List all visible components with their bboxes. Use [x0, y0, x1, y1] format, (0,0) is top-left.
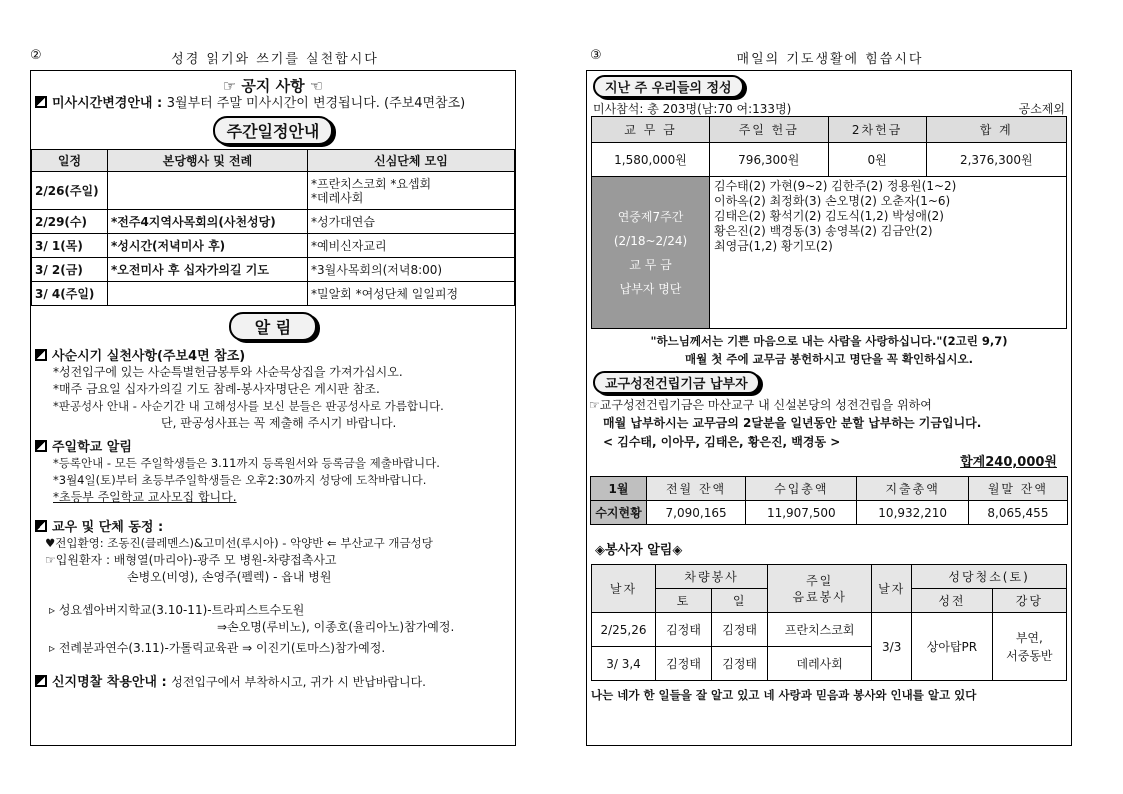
offering-table: 교 무 금 주일 헌금 2차헌금 합 계 1,580,000원 796,300원 0원 2,376,300원 연중제7주간 (2/18~2/24) 교 무 금 납부자 명단 김수태(2) 가현(9~2) 김한주(2) 정용원(1~2) 이하옥(2) 최정화(3) 손오명(2) 오춘자(1~6) 김태은(2) 황석기(2) 김도식(1,2) 박성애(2) 황은진(2) 백경동(3) 송영복(2) 김금안(2) 최영금(1,2) 황기모(2) [591, 116, 1067, 329]
week-label: 연중제7주간 (2/18~2/24) 교 무 금 납부자 명단 [592, 177, 710, 329]
footer-verse: 나는 네가 한 일들을 잘 알고 있고 네 사랑과 믿음과 봉사와 인내를 알고 있다 [591, 688, 977, 702]
weekly-schedule-title: 주간일정안내 [213, 116, 334, 145]
col-event: 본당행사 및 전례 [108, 150, 308, 172]
offering-title: 지난 주 우리들의 정성 [593, 75, 744, 98]
lent-heading: 사순시기 실천사항(주보4면 참조) [31, 345, 515, 364]
fund-table: 1월 전월 잔액 수입총액 지출총액 월말 잔액 수지현황 7,090,165 11,907,500 10,932,210 8,065,455 [590, 476, 1068, 525]
building-title: 교구성전건립기금 납부자 [593, 371, 760, 394]
mass-time-text: 3월부터 주말 미사시간이 변경됩니다. (주보4면참조) [166, 96, 466, 111]
col-group: 신심단체 모임 [308, 150, 515, 172]
table-row: 2/29(수) *전주4지역사목회의(사천성당) *성가대연습 [32, 210, 515, 234]
attendance-line: 미사참석: 총 203명(남:70 여:133명) 공소제외 [593, 102, 1065, 116]
payer-names: 김수태(2) 가현(9~2) 김한주(2) 정용원(1~2) 이하옥(2) 최정화(3) 손오명(2) 오춘자(1~6) 김태은(2) 황석기(2) 김도식(1,2) 박성애(2) 황은진(2) 백경동(3) 송영복(2) 김금안(2) 최영금(1,2) 황기모(2) [710, 177, 1067, 329]
table-row: 3/ 4(주일) *밀알회 *여성단체 일일피정 [32, 282, 515, 306]
square-bullet-icon [35, 440, 47, 452]
left-panel: ☞ 공지 사항 ☜ 미사시간변경안내 : 3월부터 주말 미사시간이 변경됩니다. (주보4면참조) 주간일정안내 일정 본당행사 및 전례 신심단체 모임 2/26(주일) *프란치스코회 *요셉회 *데레사회 2/29(수) *전주4지역사목회의(사천성당) *성가대연습 3/ 1(목) *성시간(저녁미사 후) *예비신자교리 3/ 2(금) *오전미사 후 십자가의길 기도 *3월사목회의(저녁8:00) 3/ 4(주일) *밀알회 *여성단체 일일피정 알 림 사순시기 실천사항(주보4면 참조) *성전입구에 있는 사순특별헌금봉투와 사순묵상집을 가져가십시오. *매주 금요일 십자가의길 기도 참례-봉사자명단은 게시판 참조. *판공성사 안내 - 사순기간 내 고해성사를 보신 분들은 판공성사로 가름합니다. 단, 판공성사표는 꼭 제출해 주시기 바랍니다. 주일학교 알림 *등록안내 - 모든 주일학생들은 3.11까지 등록원서와 등록금을 제출바랍니다. *3월4일(토)부터 초등부주일학생들은 오후2:30까지 성당에 도착바랍니다. *초등부 주일학교 교사모집 합니다. 교우 및 단체 동정 : ♥전입환영: 조동진(클레멘스)&고미선(루시아) - 악양반 ⇐ 부산교구 개금성당 ☞입원환자 : 배형열(마리아)-광주 모 병원-차량접촉사고 손병오(비영), 손영주(펠렉) - 읍내 병원 ▹ 성요셉아버지학교(3.10-11)-트라피스트수도원 ⇒손오명(루비노), 이종호(율리아노)참가예정. ▹ 전례분과연수(3.11)-가톨릭교육관 ⇒ 이진기(토마스)참가예정. 신지명찰 착용안내 : 성전입구에서 부착하시고, 귀가 시 반납바랍니다. [30, 70, 516, 746]
notice-title: ☞ 공지 사항 ☜ [222, 77, 324, 95]
offering-quote: "하느님께서는 기쁜 마음으로 내는 사람을 사랑하십니다."(2고린 9,7) [650, 334, 1008, 348]
right-motto: 매일의 기도생활에 힘씁시다 [736, 52, 924, 67]
square-bullet-icon [35, 349, 47, 361]
mass-time-notice [31, 95, 515, 113]
table-row: 2/26(주일) *프란치스코회 *요셉회 *데레사회 [32, 172, 515, 210]
mass-time-label: 미사시간변경안내 : [52, 96, 163, 111]
left-page-number: ② [30, 48, 44, 63]
right-page-number: ③ [590, 48, 604, 63]
building-total: 합계240,000원 [960, 455, 1057, 470]
square-bullet-icon [35, 675, 47, 687]
table-row: 3/ 2(금) *오전미사 후 십자가의길 기도 *3월사목회의(저녁8:00) [32, 258, 515, 282]
right-panel: 지난 주 우리들의 정성 미사참석: 총 203명(남:70 여:133명) 공소제외 교 무 금 주일 헌금 2차헌금 합 계 1,580,000원 796,300원 0원 2,376,300원 연중제7주간 (2/18~2/24) 교 무 금 납부자 명단 김수태(2) 가현(9~2) 김한주(2) 정용원(1~2) 이하옥(2) 최정화(3) 손오명(2) 오춘자(1~6) 김태은(2) 황석기(2) 김도식(1,2) 박성애(2) 황은진(2) 백경동(3) 송영복(2) 김금안(2) 최영금(1,2) 황기모(2) "하느님께서는 기쁜 마음으로 내는 사람을 사랑하십니다."(2고린 9,7) 매월 첫 주에 교무금 봉헌하시고 명단을 꼭 확인하십시오. 교구성전건립기금 납부자 ☞교구성전건립기금은 마산교구 내 신설본당의 성전건립을 위하여 매월 납부하시는 교무금의 2달분을 일년동안 분할 납부하는 기금입니다. < 김수태, 이아무, 김태은, 황은진, 백경동 > 합계240,000원 1월 전월 잔액 수입총액 지출총액 월말 잔액 수지현황 7,090,165 11,907,500 10,932,210 8,065,455 ◈봉사자 알림◈ 날자 차량봉사 주일 음료봉사 날자 성당청소(토) 토 일 성전 강당 2/25,26 김정태 김정태 프란치스코회 3/3 상아탑PR 부연, 서중동반 3/ 3,4 김정태 김정태 데레사회 나는 네가 한 일들을 잘 알고 있고 네 사랑과 믿음과 봉사와 인내를 알고 있다 [586, 70, 1072, 746]
school-heading: 주일학교 알림 [31, 436, 515, 455]
service-title: ◈봉사자 알림◈ [595, 543, 683, 558]
alerts-title: 알 림 [229, 312, 317, 341]
table-row: 3/ 1(목) *성시간(저녁미사 후) *예비신자교리 [32, 234, 515, 258]
col-date: 일정 [32, 150, 108, 172]
service-table: 날자 차량봉사 주일 음료봉사 날자 성당청소(토) 토 일 성전 강당 2/25,26 김정태 김정태 프란치스코회 3/3 상아탑PR 부연, 서중동반 3/ 3,4 김정태 김정태 데레사회 [591, 564, 1067, 681]
left-motto: 성경 읽기와 쓰기를 실천합시다 [171, 52, 379, 67]
badge-notice: 신지명찰 착용안내 : 성전입구에서 부착하시고, 귀가 시 반납바랍니다. [31, 671, 515, 690]
people-heading: 교우 및 단체 동정 : [31, 516, 515, 535]
square-bullet-icon [35, 96, 47, 108]
weekly-schedule-table [31, 149, 515, 306]
square-bullet-icon [35, 520, 47, 532]
offering-quote2: 매월 첫 주에 교무금 봉헌하시고 명단을 꼭 확인하십시오. [685, 352, 973, 366]
